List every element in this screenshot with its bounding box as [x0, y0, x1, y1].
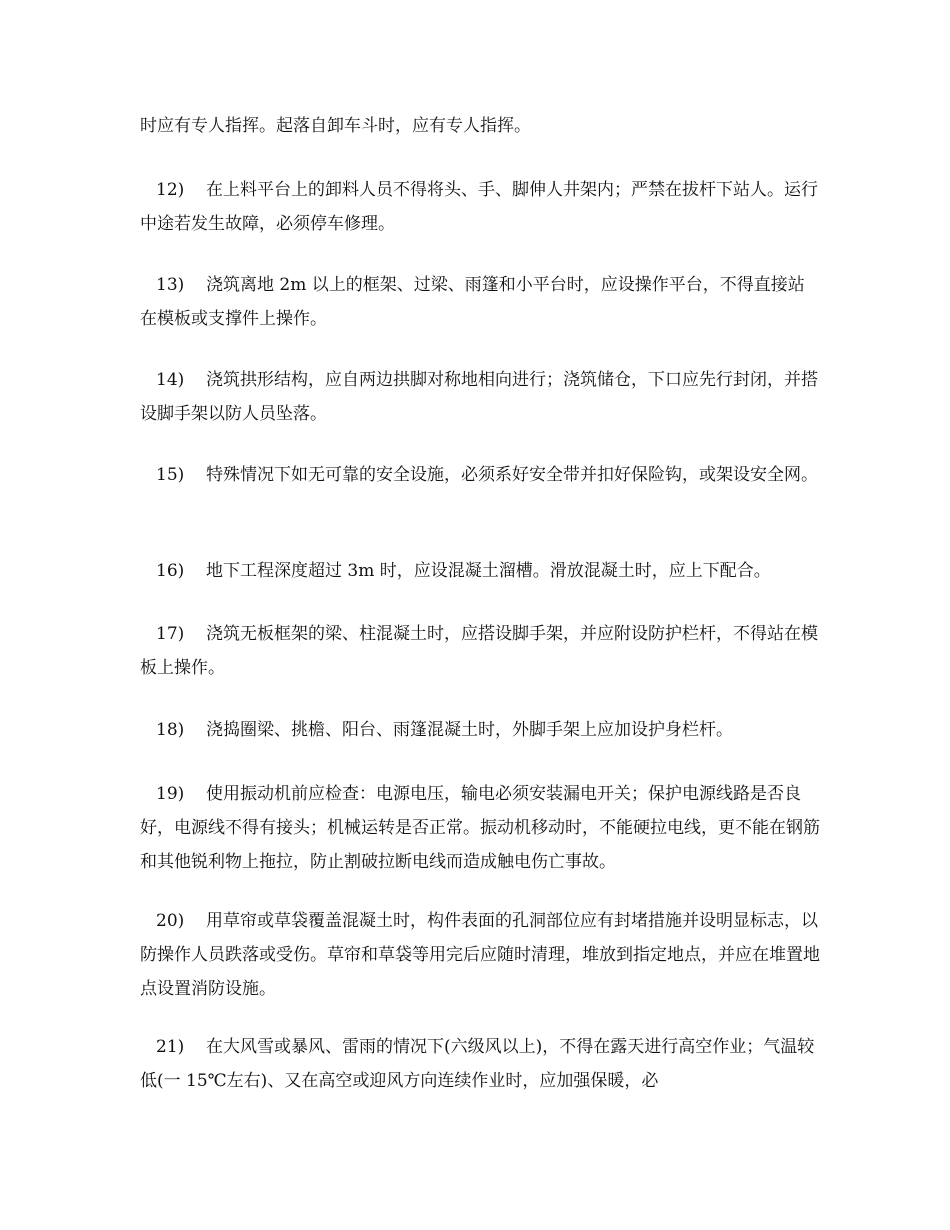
- item-number: 14): [156, 370, 185, 390]
- paragraph-text: 地下工程深度超过 3m 时，应设混凝土溜槽。滑放混凝土时，应上下配合。: [206, 561, 771, 581]
- paragraph-13: [140, 268, 820, 336]
- item-number: 19): [156, 784, 185, 804]
- item-number: 21): [156, 1037, 185, 1057]
- item-number: 18): [156, 720, 185, 740]
- item-number: 17): [156, 624, 185, 644]
- paragraph-text: 在上料平台上的卸料人员不得将头、手、脚伸人井架内；严禁在拔杆下站人。运行中途若发生故障，必须停车修理。: [140, 180, 818, 234]
- paragraph-text: 浇捣圈梁、挑檐、阳台、雨篷混凝土时，外脚手架上应加设护身栏杆。: [206, 720, 733, 740]
- paragraph-text: 用草帘或草袋覆盖混凝土时，构件表面的孔洞部位应有封堵措施并设明显标志，以防操作人员跌落或受伤。草帘和草袋等用完后应随时清理，堆放到指定地点，并应在堆置地点设置消防设施。: [140, 911, 820, 999]
- paragraph-21: [140, 1030, 820, 1098]
- paragraph-text: 特殊情况下如无可靠的安全设施，必须系好安全带并扣好保险钩，或架设安全网。: [206, 465, 818, 485]
- paragraph-18: [140, 713, 820, 747]
- paragraph-12: [140, 173, 820, 241]
- item-number: 13): [156, 275, 185, 295]
- item-number: 12): [156, 180, 185, 200]
- paragraph-19: [140, 777, 820, 879]
- paragraph-20: [140, 904, 820, 1006]
- paragraph-text: 使用振动机前应检查：电源电压，输电必须安装漏电开关；保护电源线路是否良好，电源线不得有接头；机械运转是否正常。振动机移动时，不能硬拉电线，更不能在钢筋和其他锐利物上拖拉，防止割破拉断电线而造成触电伤亡事故。: [140, 784, 820, 872]
- item-number: 20): [156, 911, 185, 931]
- paragraph-text: 浇筑拱形结构，应自两边拱脚对称地相向进行；浇筑储仓，下口应先行封闭，并搭设脚手架以防人员坠落。: [140, 370, 818, 424]
- paragraph-text: 浇筑无板框架的梁、柱混凝土时，应搭设脚手架，并应附设防护栏杆，不得站在模板上操作。: [140, 624, 818, 678]
- paragraph-text: 时应有专人指挥。起落自卸车斗时，应有专人指挥。: [140, 116, 531, 136]
- item-number: 16): [156, 561, 185, 581]
- paragraph-14: [140, 363, 820, 431]
- paragraph-17: [140, 617, 820, 685]
- paragraph-continuation: [140, 109, 820, 143]
- paragraph-15: [140, 458, 820, 492]
- paragraph-16: [140, 554, 820, 588]
- paragraph-text: 浇筑离地 2m 以上的框架、过梁、雨篷和小平台时，应设操作平台，不得直接站在模板或支撑件上操作。: [140, 275, 805, 329]
- item-number: 15): [156, 465, 185, 485]
- paragraph-text: 在大风雪或暴风、雷雨的情况下(六级风以上)，不得在露天进行高空作业；气温较低(一 15℃左右)、又在高空或迎风方向连续作业时，应加强保暖，必: [140, 1037, 815, 1091]
